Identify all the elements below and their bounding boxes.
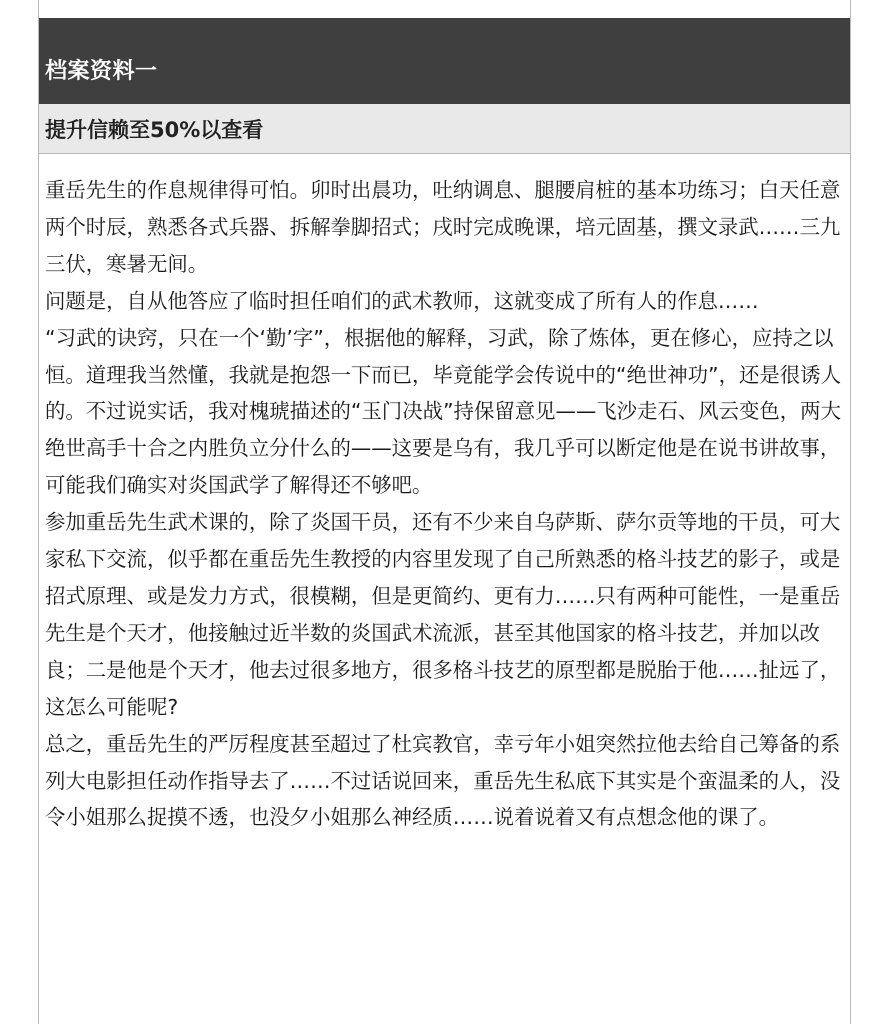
paragraph: “习武的诀窍，只在一个‘勤’字”，根据他的解释，习武，除了炼体，更在修心，应持之以恒。道理我当然懂，我就是抱怨一下而已，毕竟能学会传说中的“绝世神功”，还是很诱人的。不过说实话，我对槐琥描述的“玉门决战”持保留意见——飞沙走石、风云变色，两大绝世高手十合之内胜负立分什么的——这要是乌有，我几乎可以断定他是在说书讲故事，可能我们确实对炎国武学了解得还不够吧。 [45,325,841,498]
paragraph: 重岳先生的作息规律得可怕。卯时出晨功，吐纳调息、腿腰肩桩的基本功练习；白天任意两个时辰，熟悉各式兵器、拆解拳脚招式；戌时完成晚课，培元固基，撰文录武……三九三伏，寒暑无间。 [45,178,841,276]
paragraph: 总之，重岳先生的严厉程度甚至超过了杜宾教官，幸亏年小姐突然拉他去给自己筹备的系列大电影担任动作指导去了……不过话说回来，重岳先生私底下其实是个蛮温柔的人，没令小姐那么捉摸不透，也没夕小姐那么神经质……说着说着又有点想念他的课了。 [45,731,841,830]
top-spacer [39,0,850,18]
archive-content [39,154,845,836]
paragraph: 问题是，自从他答应了临时担任咱们的武术教师，这就变成了所有人的作息…… [45,288,759,313]
unlock-hint: 提升信赖至50%以查看 [39,104,850,154]
archive-panel [38,0,851,1024]
paragraph: 参加重岳先生武术课的，除了炎国干员，还有不少来自乌萨斯、萨尔贡等地的干员，可大家私下交流，似乎都在重岳先生教授的内容里发现了自己所熟悉的格斗技艺的影子，或是招式原理、或是发力方式，很模糊，但是更简约、更有力……只有两种可能性，一是重岳先生是个天才，他接触过近半数的炎国武术流派，甚至其他国家的格斗技艺，并加以改良；二是他是个天才，他去过很多地方，很多格斗技艺的原型都是脱胎于他……扯远了，这怎么可能呢? [45,510,841,719]
archive-title: 档案资料一 [39,18,850,104]
